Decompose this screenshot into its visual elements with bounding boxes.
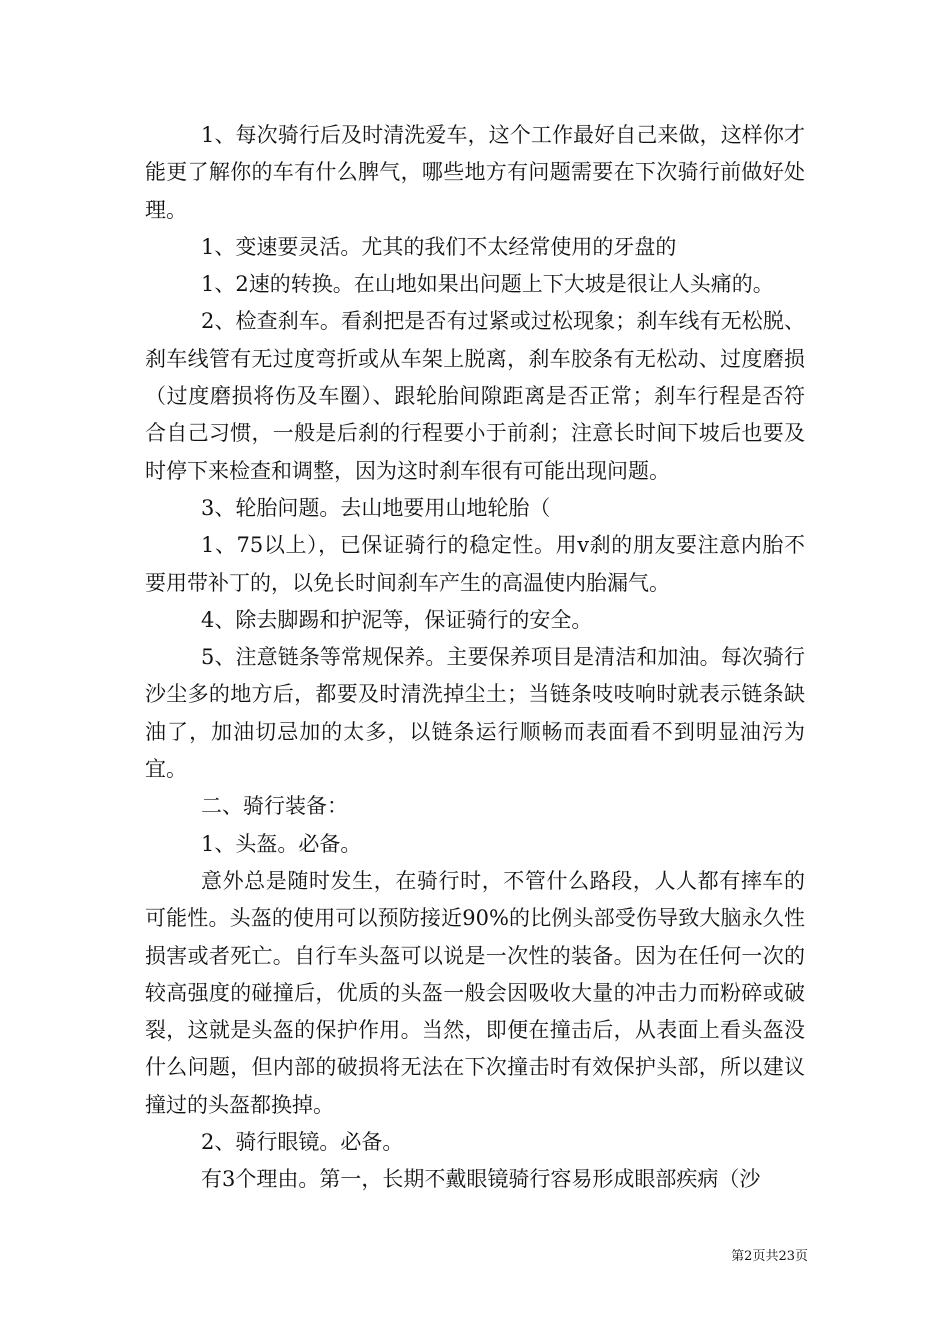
- paragraph: 意外总是随时发生，在骑行时，不管什么路段，人人都有摔车的可能性。头盔的使用可以预防接近90%的比例头部受伤导致大脑永久性损害或者死亡。自行车头盔可以说是一次性的装备。因为在任何一次的较高强度的碰撞后，优质的头盔一般会因吸收大量的冲击力而粉碎或破裂，这就是头盔的保护作用。当然，即便在撞击后，从表面上看头盔没什么问题，但内部的破损将无法在下次撞击时有效保护头部，所以建议撞过的头盔都换掉。: [145, 868, 805, 1117]
- paragraph: 3、轮胎问题。去山地要用山地轮胎（: [201, 495, 551, 520]
- paragraph: 4、除去脚踢和护泥等，保证骑行的安全。: [201, 607, 593, 632]
- paragraph: 1、变速要灵活。尤其的我们不太经常使用的牙盘的: [201, 234, 677, 259]
- paragraph: 1、75以上），已保证骑行的稳定性。用v刹的朋友要注意内胎不要用带补丁的，以免长时间刹车产生的高温使内胎漏气。: [145, 533, 805, 595]
- paragraph: 二、骑行装备：: [201, 794, 348, 819]
- document-body: [145, 117, 805, 1199]
- paragraph: 有3个理由。第一，长期不戴眼镜骑行容易形成眼部疾病（沙: [201, 1167, 761, 1192]
- paragraph: 5、注意链条等常规保养。主要保养项目是清洁和加油。每次骑行沙尘多的地方后，都要及时清洗掉尘土；当链条吱吱响时就表示链条缺油了，加油切忌加的太多，以链条运行顺畅而表面看不到明显油污为宜。: [145, 645, 805, 782]
- paragraph: 1、头盔。必备。: [201, 831, 362, 856]
- paragraph: 1、2速的转换。在山地如果出问题上下大坡是很让人头痛的。: [201, 272, 774, 297]
- paragraph: 2、骑行眼镜。必备。: [201, 1130, 404, 1155]
- paragraph: 1、每次骑行后及时清洗爱车，这个工作最好自己来做，这样你才能更了解你的车有什么脾气，哪些地方有问题需要在下次骑行前做好处理。: [145, 123, 805, 222]
- page-number: 第2页共23页: [731, 1249, 808, 1264]
- paragraph: 2、检查刹车。看刹把是否有过紧或过松现象；刹车线有无松脱、刹车线管有无过度弯折或从车架上脱离，刹车胶条有无松动、过度磨损（过度磨损将伤及车圈）、跟轮胎间隙距离是否正常；刹车行程是否符合自己习惯，一般是后刹的行程要小于前刹；注意长时间下坡后也要及时停下来检查和调整，因为这时刹车很有可能出现问题。: [145, 309, 805, 483]
